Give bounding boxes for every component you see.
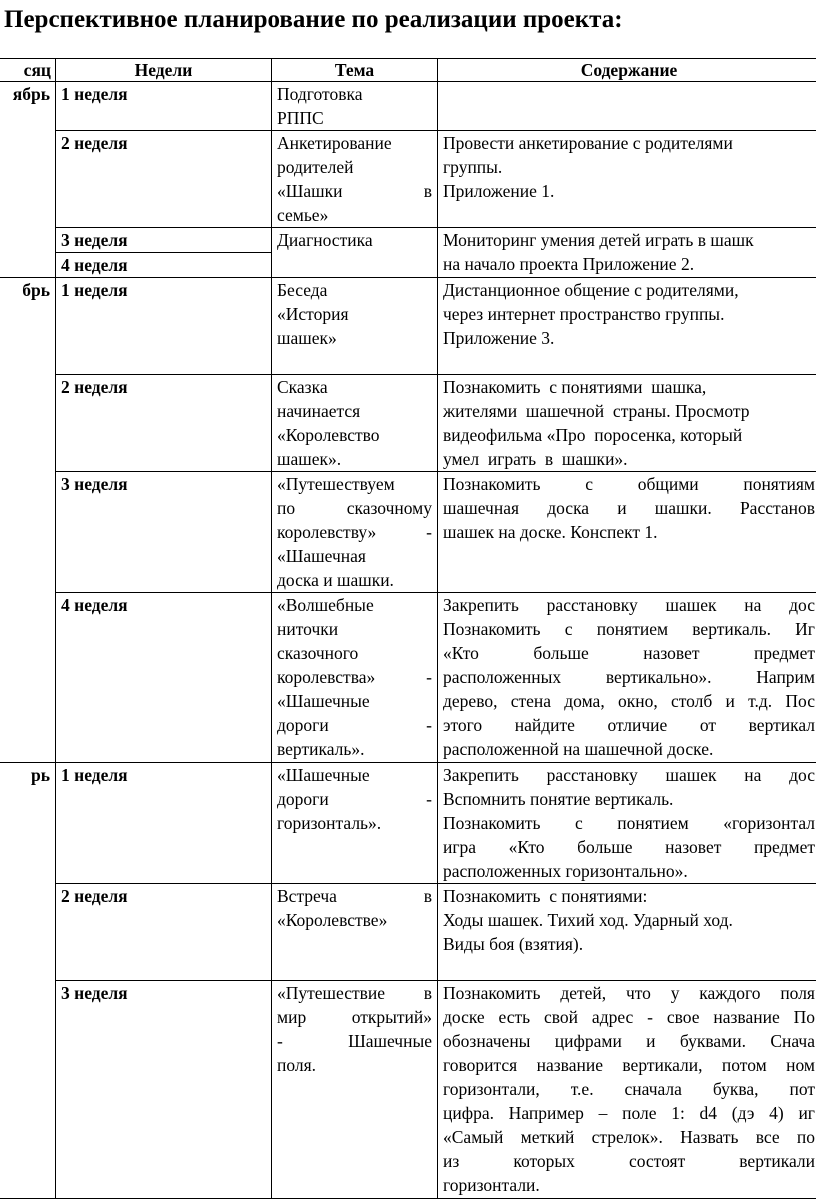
topic-cell bbox=[272, 375, 438, 472]
content-line: Познакомить с понятиями шашка, bbox=[443, 377, 707, 397]
topic-line: Диагностика bbox=[277, 230, 373, 250]
header-month: сяц bbox=[0, 59, 56, 82]
week-cell: 4 неделя bbox=[56, 253, 272, 278]
topic-line: «Шашки в bbox=[277, 181, 432, 201]
content-cell bbox=[438, 593, 816, 763]
topic-line: начинается bbox=[277, 401, 361, 421]
content-line: «Кто больше назовет предмет bbox=[443, 643, 815, 663]
topic-line: «Путешествуем bbox=[277, 474, 395, 494]
topic-line: королевству» - bbox=[277, 522, 432, 542]
topic-line: по сказочному bbox=[277, 498, 432, 518]
content-line: Ходы шашек. Тихий ход. Ударный ход. bbox=[443, 910, 733, 930]
content-line: Мониторинг умения детей играть в шашк bbox=[443, 230, 754, 250]
week-cell: 1 неделя bbox=[56, 82, 272, 131]
content-line: Приложение 3. bbox=[443, 328, 555, 348]
content-line: шашек на доске. Конспект 1. bbox=[443, 522, 658, 542]
month-cell: брь bbox=[0, 278, 56, 763]
week-cell: 2 неделя bbox=[56, 884, 272, 981]
content-line: этого найдите отличие от вертикал bbox=[443, 715, 815, 735]
topic-line: мир открытий» bbox=[277, 1007, 432, 1027]
content-line: Закрепить расстановку шашек на дос bbox=[443, 765, 815, 785]
topic-cell bbox=[272, 472, 438, 593]
month-cell: рь bbox=[0, 763, 56, 1199]
topic-line: Анкетирование bbox=[277, 133, 392, 153]
topic-line: «Королевство bbox=[277, 425, 380, 445]
table-row bbox=[0, 472, 816, 593]
week-cell: 4 неделя bbox=[56, 593, 272, 763]
content-line: жителями шашечной страны. Просмотр bbox=[443, 401, 750, 421]
topic-line: семье» bbox=[277, 205, 329, 225]
topic-cell bbox=[272, 981, 438, 1199]
content-cell bbox=[438, 763, 816, 884]
plan-table-container bbox=[0, 58, 816, 1199]
topic-line: королевства» - bbox=[277, 667, 432, 687]
topic-cell bbox=[272, 82, 438, 131]
topic-line: «Волшебные bbox=[277, 595, 374, 615]
content-line: через интернет пространство группы. bbox=[443, 304, 725, 324]
topic-cell bbox=[272, 228, 438, 278]
topic-line: - Шашечные bbox=[277, 1031, 432, 1051]
week-cell: 1 неделя bbox=[56, 278, 272, 375]
topic-line: дороги - bbox=[277, 715, 432, 735]
content-line: расположенной на шашечной доске. bbox=[443, 739, 714, 759]
content-line: Познакомить детей, что у каждого поля bbox=[443, 983, 815, 1003]
table-row bbox=[0, 375, 816, 472]
topic-line: доска и шашки. bbox=[277, 570, 394, 590]
page-title: Перспективное планирование по реализации проекта: bbox=[4, 6, 623, 33]
content-line: Вспомнить понятие вертикаль. bbox=[443, 789, 674, 809]
content-cell bbox=[438, 981, 816, 1199]
content-line: Дистанционное общение с родителями, bbox=[443, 280, 739, 300]
topic-line: родителей bbox=[277, 157, 354, 177]
content-line: Виды боя (взятия). bbox=[443, 934, 584, 954]
content-line: обозначены цифрами и буквами. Снача bbox=[443, 1031, 815, 1051]
table-row bbox=[0, 228, 816, 253]
content-line: говорится название вертикали, потом ном bbox=[443, 1055, 815, 1075]
content-line: из которых состоят вертикали bbox=[443, 1151, 815, 1171]
content-cell bbox=[438, 472, 816, 593]
topic-cell bbox=[272, 278, 438, 375]
week-cell: 3 неделя bbox=[56, 472, 272, 593]
table-row bbox=[0, 131, 816, 228]
header-content: Содержание bbox=[438, 59, 816, 82]
content-cell bbox=[438, 278, 816, 375]
content-line: умел играть в шашки». bbox=[443, 449, 628, 469]
topic-line: «Шашечные bbox=[277, 765, 370, 785]
table-row bbox=[0, 82, 816, 131]
plan-table bbox=[0, 58, 816, 1199]
content-line: Приложение 1. bbox=[443, 181, 555, 201]
content-cell bbox=[438, 375, 816, 472]
topic-line: вертикаль». bbox=[277, 739, 365, 759]
content-line: на начало проекта Приложение 2. bbox=[443, 254, 695, 274]
topic-line: «Шашечная bbox=[277, 546, 366, 566]
week-cell: 3 неделя bbox=[56, 228, 272, 253]
topic-cell bbox=[272, 131, 438, 228]
topic-line: шашек». bbox=[277, 449, 342, 469]
content-cell bbox=[438, 131, 816, 228]
content-line: шашечная доска и шашки. Расстанов bbox=[443, 498, 815, 518]
topic-line: РППС bbox=[277, 108, 324, 128]
header-weeks: Недели bbox=[56, 59, 272, 82]
topic-line: «Путешествие в bbox=[277, 983, 432, 1003]
content-line: горизонтали. bbox=[443, 1175, 540, 1195]
topic-line: Встреча в bbox=[277, 886, 432, 906]
topic-line: «История bbox=[277, 304, 349, 324]
content-line: Познакомить с понятиями: bbox=[443, 886, 648, 906]
content-cell bbox=[438, 228, 816, 278]
content-line: расположенных вертикально». Наприм bbox=[443, 667, 815, 687]
topic-line: Беседа bbox=[277, 280, 328, 300]
topic-line: ниточки bbox=[277, 619, 339, 639]
content-line: Познакомить с понятием вертикаль. Иг bbox=[443, 619, 815, 639]
content-line: игра «Кто больше назовет предмет bbox=[443, 837, 815, 857]
table-row bbox=[0, 763, 816, 884]
content-line: Познакомить с понятием «горизонтал bbox=[443, 813, 815, 833]
topic-line: «Королевстве» bbox=[277, 910, 388, 930]
content-line: дерево, стена дома, окно, столб и т.д. Пос bbox=[443, 691, 815, 711]
week-cell: 1 неделя bbox=[56, 763, 272, 884]
content-line: «Самый меткий стрелок». Назвать все по bbox=[443, 1127, 815, 1147]
topic-line: шашек» bbox=[277, 328, 337, 348]
header-topic: Тема bbox=[272, 59, 438, 82]
content-line: Закрепить расстановку шашек на дос bbox=[443, 595, 815, 615]
content-cell bbox=[438, 884, 816, 981]
month-cell: ябрь bbox=[0, 82, 56, 278]
week-cell: 3 неделя bbox=[56, 981, 272, 1199]
table-row bbox=[0, 593, 816, 763]
topic-cell bbox=[272, 763, 438, 884]
week-cell: 2 неделя bbox=[56, 375, 272, 472]
content-line: расположенных горизонтально». bbox=[443, 861, 688, 881]
topic-line: горизонталь». bbox=[277, 813, 382, 833]
topic-line: сказочного bbox=[277, 643, 359, 663]
content-line: доске есть свой адрес - свое название По bbox=[443, 1007, 815, 1027]
content-cell bbox=[438, 82, 816, 131]
table-row bbox=[0, 981, 816, 1199]
table-row bbox=[0, 278, 816, 375]
topic-cell bbox=[272, 593, 438, 763]
content-line: видеофильма «Про поросенка, который bbox=[443, 425, 743, 445]
week-cell: 2 неделя bbox=[56, 131, 272, 228]
topic-line: «Шашечные bbox=[277, 691, 370, 711]
topic-line: Подготовка bbox=[277, 84, 363, 104]
content-line: Провести анкетирование с родителями bbox=[443, 133, 733, 153]
table-row bbox=[0, 884, 816, 981]
content-line: Познакомить с общими понятиям bbox=[443, 474, 815, 494]
table-header-row bbox=[0, 59, 816, 82]
content-line: горизонтали, т.е. сначала буква, пот bbox=[443, 1079, 815, 1099]
content-line: цифра. Например – поле 1: d4 (дэ 4) иг bbox=[443, 1103, 815, 1123]
topic-line: Сказка bbox=[277, 377, 328, 397]
content-line: группы. bbox=[443, 157, 503, 177]
topic-line: дороги - bbox=[277, 789, 432, 809]
topic-line: поля. bbox=[277, 1055, 317, 1075]
topic-cell bbox=[272, 884, 438, 981]
